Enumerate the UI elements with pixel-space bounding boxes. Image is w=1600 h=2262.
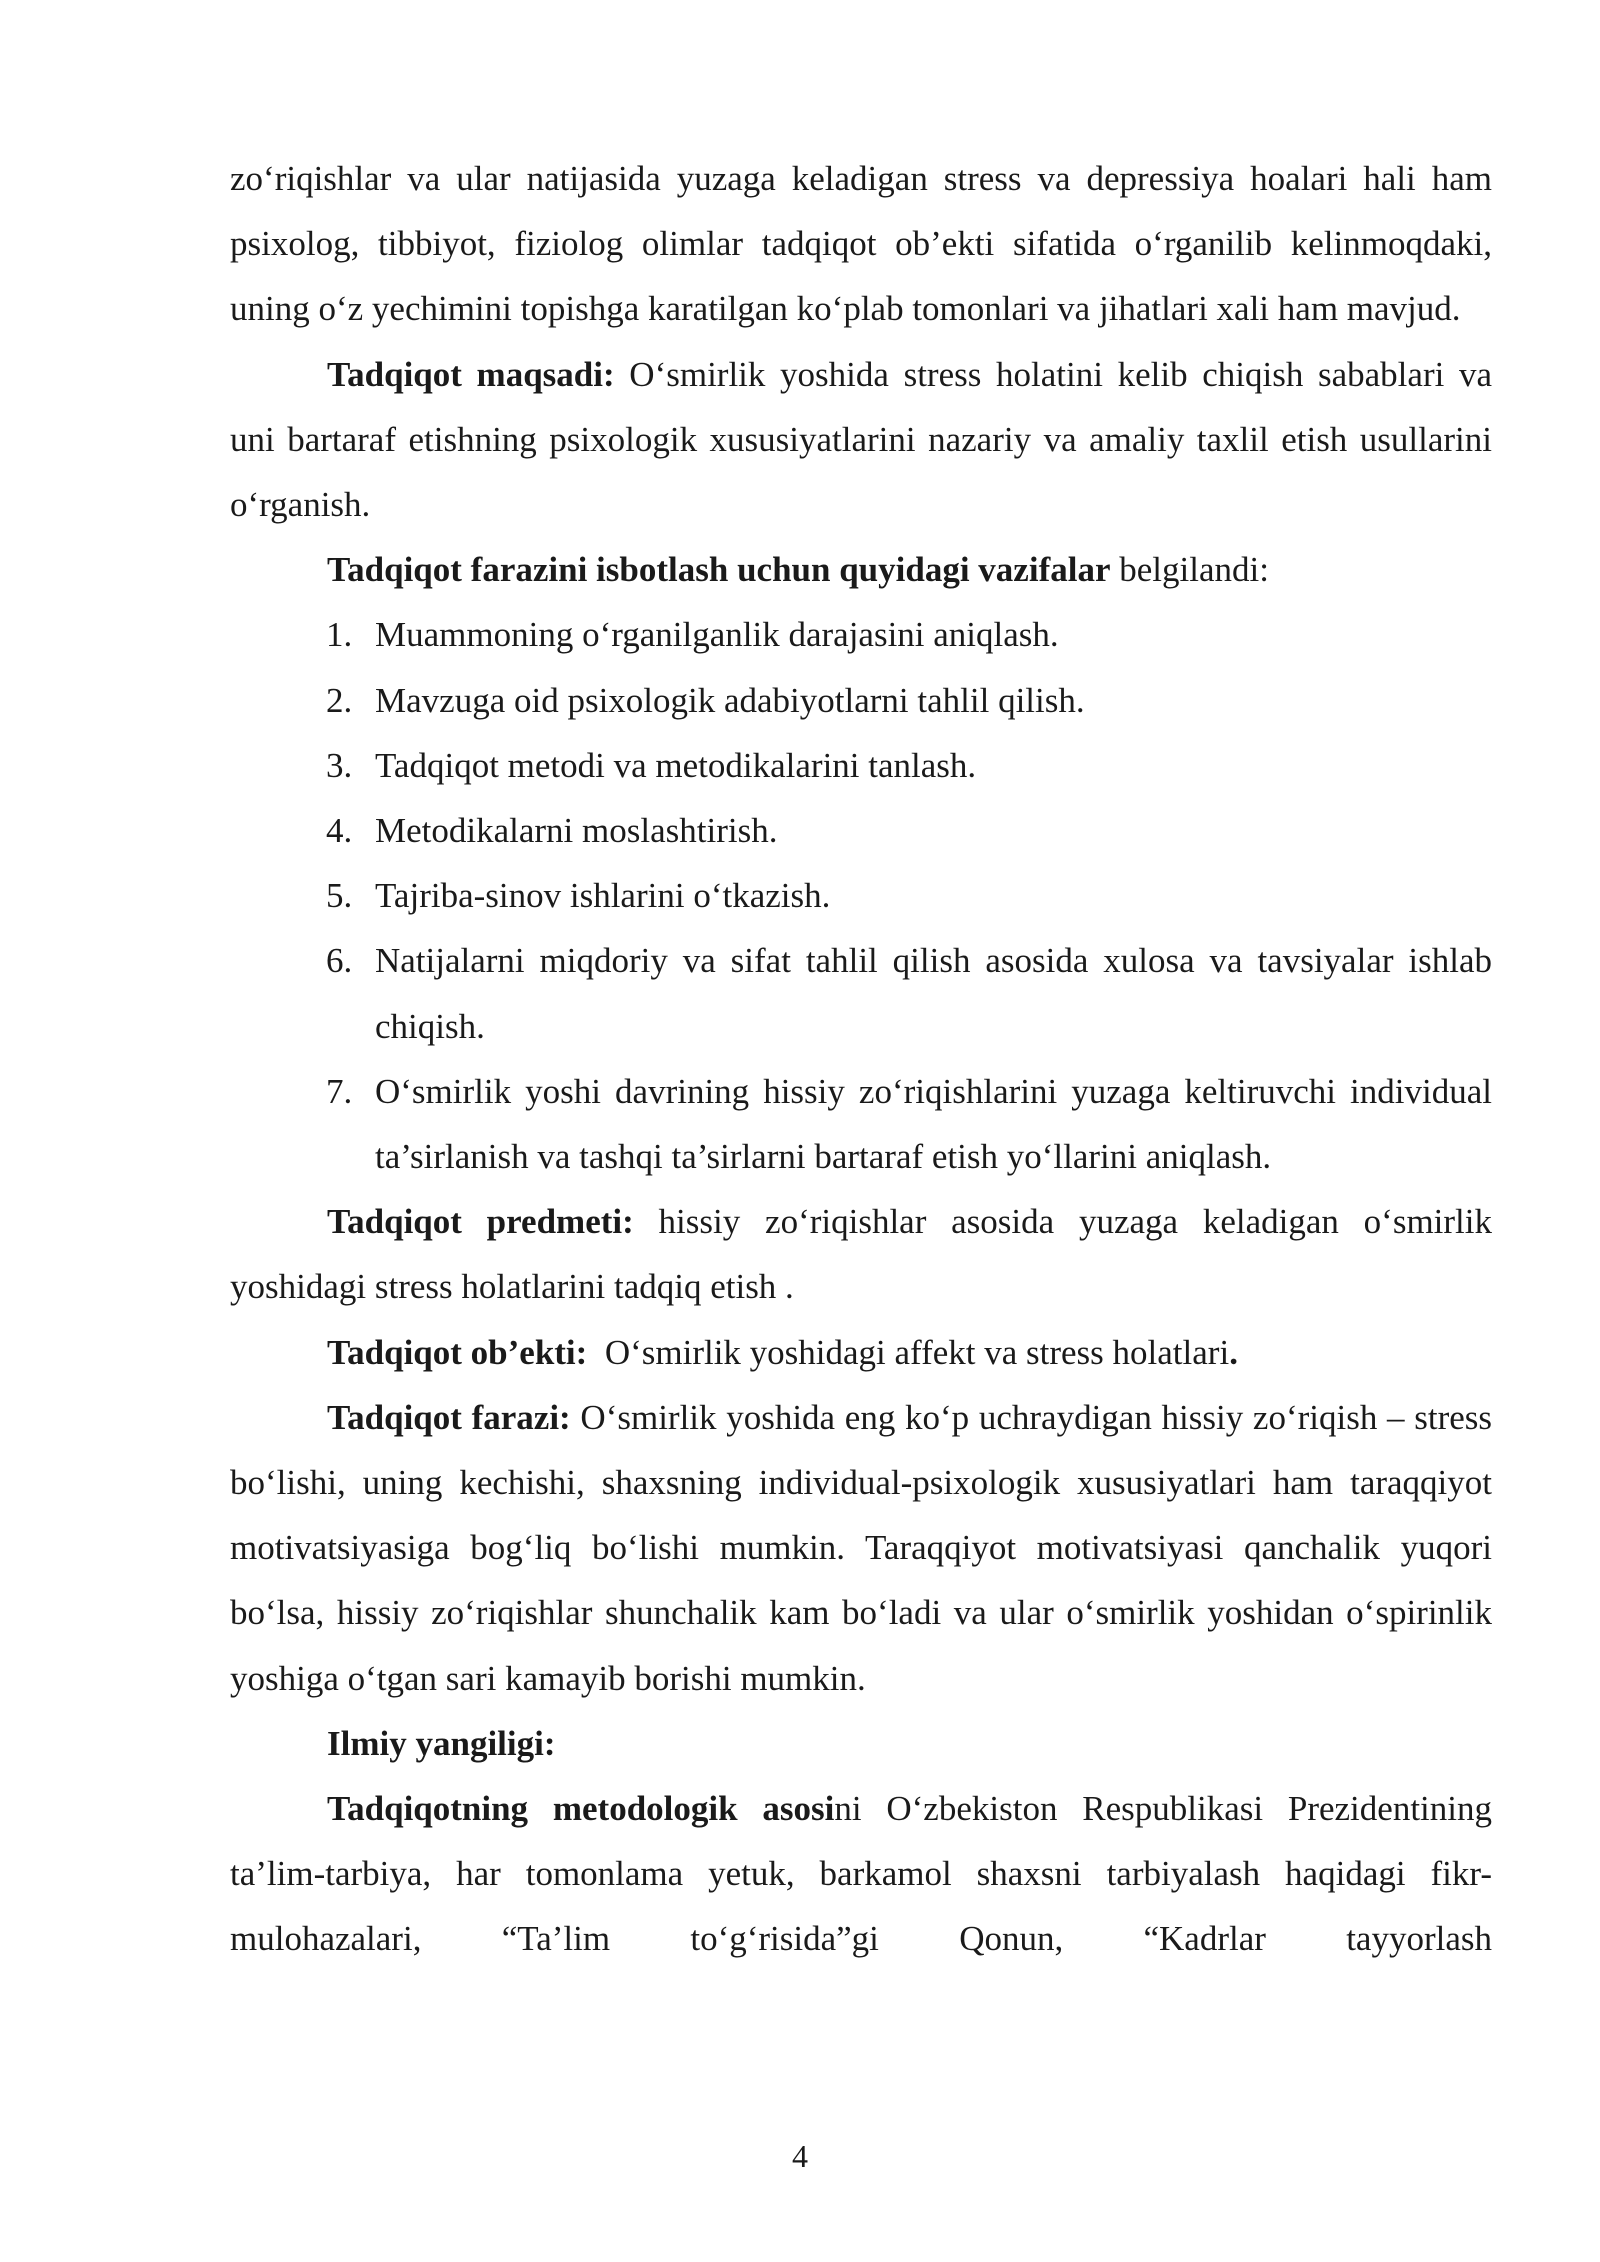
list-item-text: Muammoning o‘rganilganlik darajasini aniqlash. bbox=[375, 615, 1059, 655]
intro-paragraph bbox=[230, 146, 1492, 342]
vazifalar-label: Tadqiqot farazini isbotlash uchun quyidagi vazifalar bbox=[327, 550, 1111, 590]
list-item-text: Tajriba-sinov ishlarini o‘tkazish. bbox=[375, 876, 831, 916]
vazifalar-text: belgilandi: bbox=[1110, 550, 1269, 590]
list-item-text: Natijalarni miqdoriy va sifat tahlil qilish asosida xulosa va tavsiyalar ishlab chiqish. bbox=[375, 941, 1492, 1046]
list-item-number: 2. bbox=[326, 680, 353, 720]
page-number: 4 bbox=[792, 2138, 808, 2174]
list-item-number: 1. bbox=[326, 615, 353, 655]
predmet-text: hissiy zo‘riqishlar asosida yuzaga keladigan o‘smirlik yoshidagi stress holatlarini tadqiq etish . bbox=[230, 1202, 1492, 1307]
list-item-text: Metodikalarni moslashtirish. bbox=[375, 811, 778, 851]
maqsad-label: Tadqiqot maqsadi: bbox=[327, 354, 615, 394]
list-item bbox=[230, 863, 1492, 928]
obekt-label: Tadqiqot ob’ekti: bbox=[327, 1332, 588, 1372]
vazifalar-heading bbox=[230, 537, 1492, 602]
list-item bbox=[230, 928, 1492, 1058]
vazifalar-list bbox=[230, 602, 1492, 1189]
list-item-number: 3. bbox=[326, 745, 353, 785]
list-item-text: Tadqiqot metodi va metodikalarini tanlash. bbox=[375, 745, 977, 785]
faraz-label: Tadqiqot farazi: bbox=[327, 1397, 571, 1437]
obekt-end: . bbox=[1229, 1332, 1238, 1372]
faraz-text: O‘smirlik yoshida eng ko‘p uchraydigan hissiy zo‘riqish – stress bo‘lishi, uning kechishi, shaxsning individual-psixologik xususiyatlari ham taraqqiyot motivatsiyasiga bog‘liq bo‘lishi mumkin. Taraqqiyot motivatsiyasi qanchalik yuqori bo‘lsa, hissiy zo‘riqishlar shunchalik kam bo‘ladi va ular o‘smirlik yoshidan o‘spirinlik yoshiga o‘tgan sari kamayib borishi mumkin. bbox=[230, 1397, 1492, 1698]
list-item-number: 5. bbox=[326, 876, 353, 916]
list-item-text: Mavzuga oid psixologik adabiyotlarni tahlil qilish. bbox=[375, 680, 1085, 720]
list-item bbox=[230, 668, 1492, 733]
list-item bbox=[230, 798, 1492, 863]
list-item bbox=[230, 733, 1492, 798]
list-item-text: O‘smirlik yoshi davrining hissiy zo‘riqishlarini yuzaga keltiruvchi individual ta’sirlanish va tashqi ta’sirlarni bartaraf etish yo‘llarini aniqlash. bbox=[375, 1071, 1492, 1177]
faraz-paragraph bbox=[230, 1385, 1492, 1711]
obekt-text: O‘smirlik yoshidagi affekt va stress holatlari bbox=[587, 1332, 1230, 1372]
predmet-label: Tadqiqot predmeti: bbox=[327, 1202, 634, 1242]
maqsad-text: O‘smirlik yoshida stress holatini kelib chiqish sabablari va uni bartaraf etishning psixologik xususiyatlarini nazariy va amaliy taxlil etish usullarini o‘rganish. bbox=[230, 354, 1493, 525]
list-item bbox=[230, 602, 1492, 667]
obekt-paragraph bbox=[230, 1320, 1492, 1385]
list-item bbox=[230, 1059, 1492, 1189]
body-text bbox=[230, 146, 1492, 1972]
list-item-number: 4. bbox=[326, 811, 353, 851]
metodologik-paragraph bbox=[230, 1776, 1492, 1972]
maqsad-paragraph bbox=[230, 342, 1492, 538]
yangilik-paragraph bbox=[230, 1711, 1492, 1776]
list-item-number: 7. bbox=[326, 1071, 353, 1111]
metodologik-text: ni O‘zbekiston Respublikasi Prezidentining ta’lim-tarbiya, har tomonlama yetuk, barkamol shaxsni tarbiyalash haqidagi fikr-mulohazalari, “Ta’lim to‘g‘risida”gi Qonun, “Kadrlar tayyorlash bbox=[230, 1789, 1492, 1959]
yangilik-label: Ilmiy yangiligi: bbox=[327, 1723, 556, 1763]
list-item-number: 6. bbox=[326, 941, 353, 981]
predmet-paragraph bbox=[230, 1189, 1492, 1319]
metodologik-label: Tadqiqotning metodologik asosi bbox=[327, 1789, 835, 1829]
intro-text: zo‘riqishlar va ular natijasida yuzaga keladigan stress va depressiya hoalari hali ham psixolog, tibbiyot, fiziolog olimlar tadqiqot ob’ekti sifatida o‘rganilib kelinmoqdaki, uning o‘z yechimini topishga karatilgan ko‘plab tomonlari va jihatlari xali ham mavjud. bbox=[230, 159, 1492, 329]
